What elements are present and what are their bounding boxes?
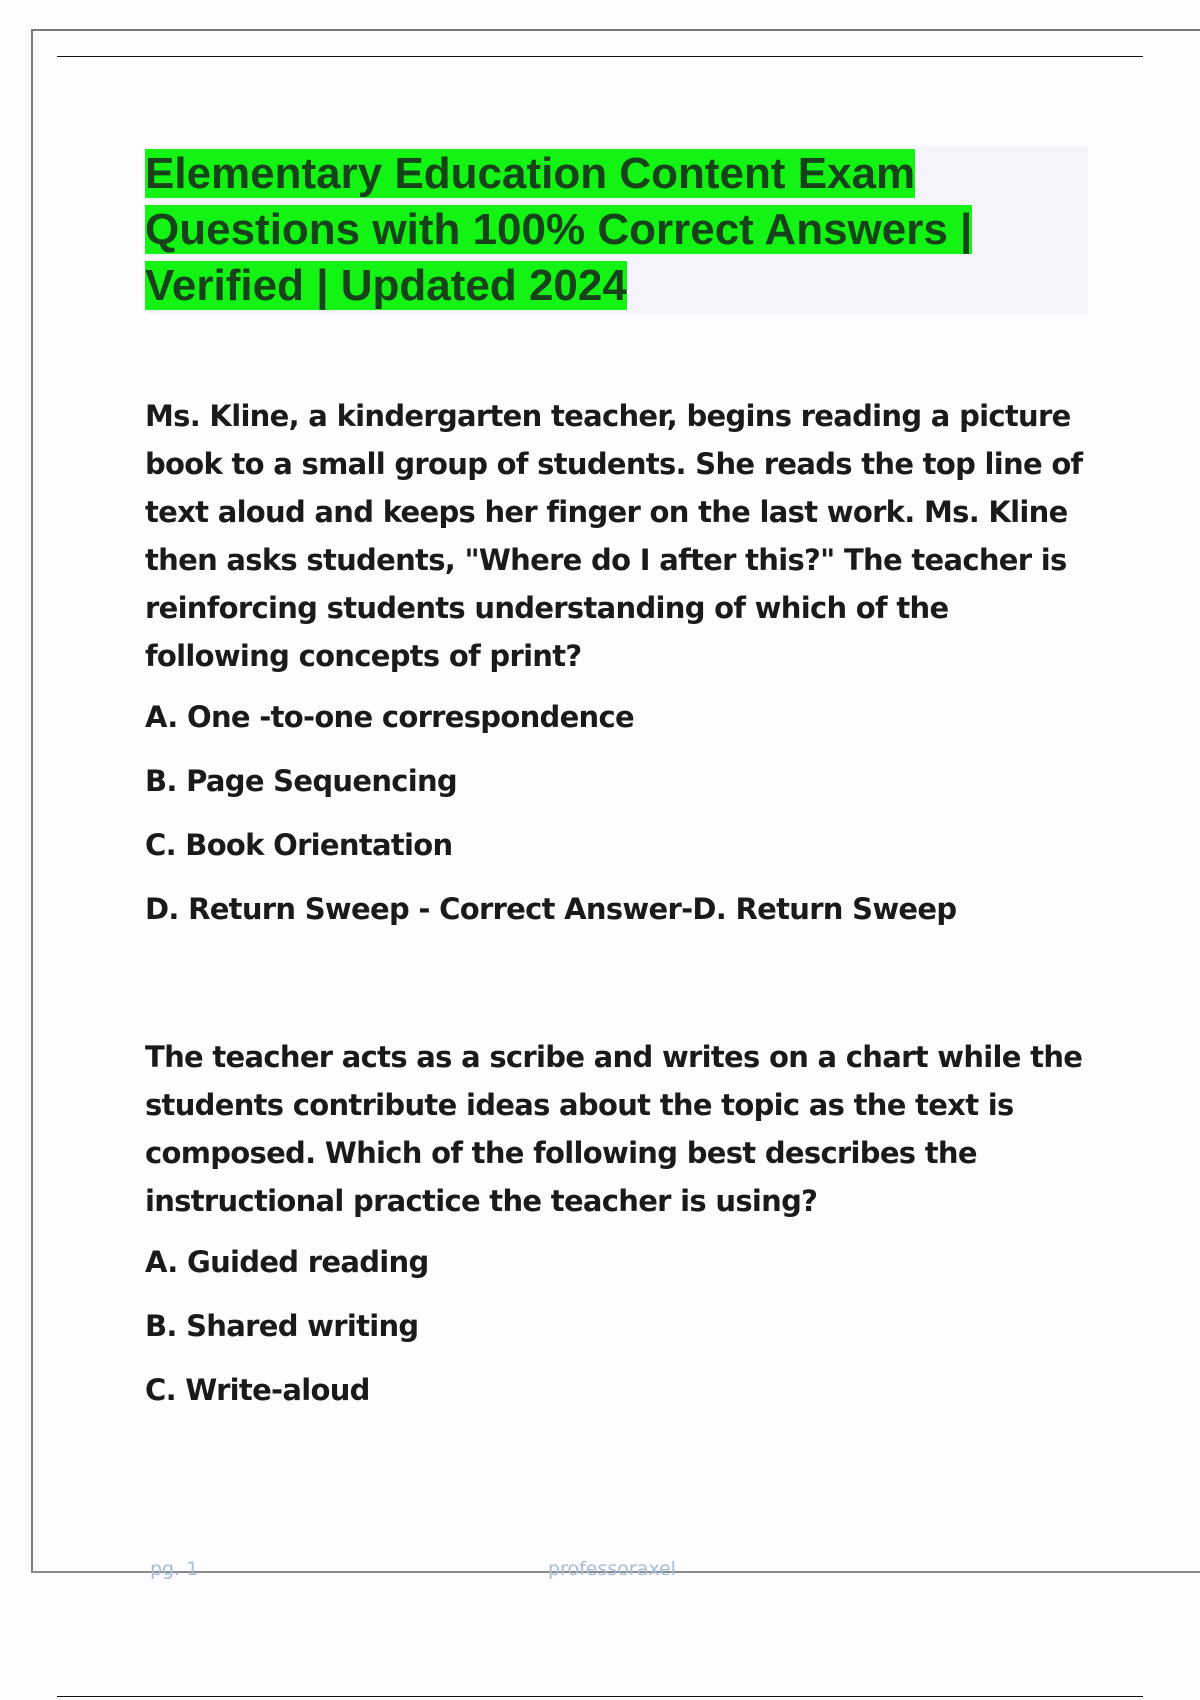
answer-option: D. Return Sweep - Correct Answer-D. Return Sweep [145, 892, 957, 926]
document-title [145, 146, 1088, 314]
title-block [145, 146, 1088, 314]
question-gap [145, 949, 1085, 1033]
footer-author: professoraxel [548, 1558, 676, 1580]
answer-option: A. One -to-one correspondence [145, 700, 634, 734]
question-text: The teacher acts as a scribe and writes on a chart while the students contribute ideas about the topic as the text is composed. Which of the following best describes the instructional practice the teacher is using? [145, 1040, 1083, 1218]
document-body [145, 392, 1085, 1430]
answer-option: C. Book Orientation [145, 828, 453, 862]
answer-option: A. Guided reading [145, 1245, 429, 1279]
answer-option: C. Write-aloud [145, 1373, 370, 1407]
answer-option: B. Page Sequencing [145, 764, 457, 798]
answer-options [145, 693, 1085, 949]
question-1 [145, 392, 1085, 949]
answer-option: B. Shared writing [145, 1309, 419, 1343]
answer-options [145, 1238, 1085, 1430]
page-number: pg. 1 [150, 1558, 199, 1580]
title-highlight: Elementary Education Content Exam Questions with 100% Correct Answers | Verified | Updated 2024 [145, 149, 973, 310]
top-rule [57, 56, 1143, 57]
question-2 [145, 1033, 1085, 1430]
bottom-rule [57, 1696, 1143, 1697]
question-text: Ms. Kline, a kindergarten teacher, begins reading a picture book to a small group of students. She reads the top line of text aloud and keeps her finger on the last work. Ms. Kline then asks students, "Where do I after this?" The teacher is reinforcing students understanding of which of the following concepts of print? [145, 399, 1083, 673]
